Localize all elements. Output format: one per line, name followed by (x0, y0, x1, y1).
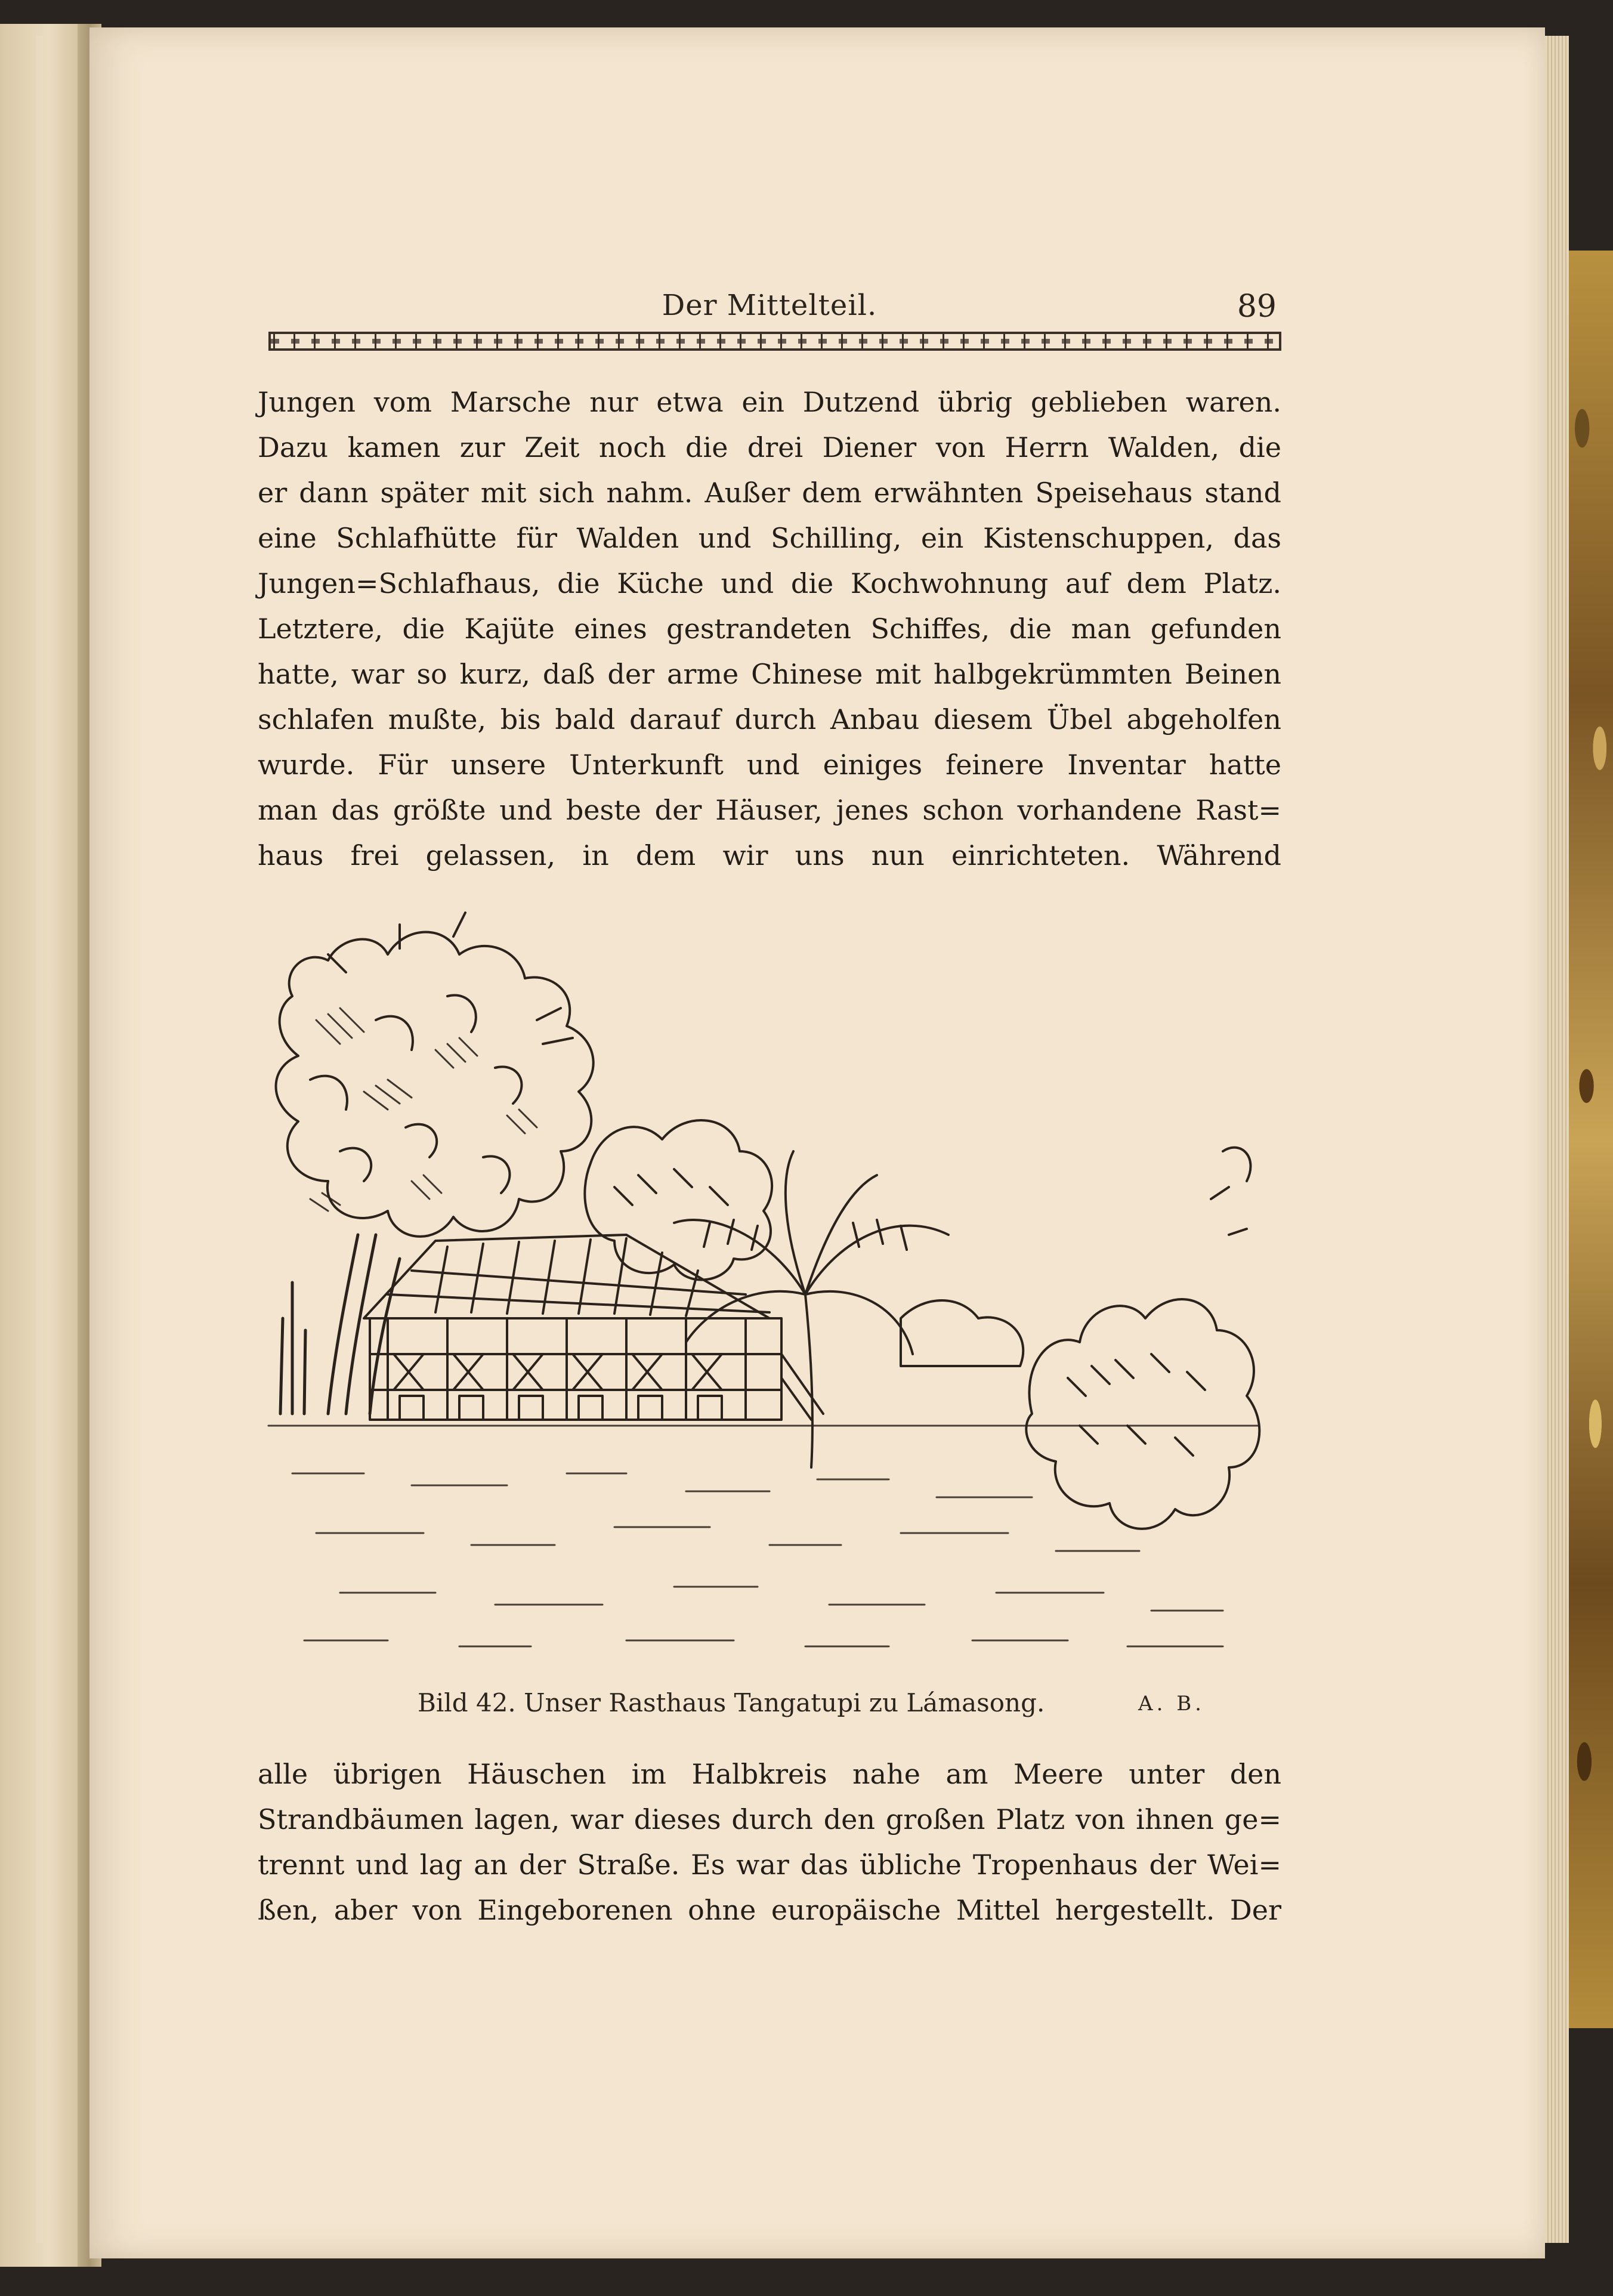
running-header (262, 289, 1277, 325)
text-line: er dann später mit sich nahm. Außer dem erwähnten Speisehaus stand (258, 477, 1281, 509)
left-tree-foliage (276, 913, 594, 1237)
body-text-bottom (258, 1751, 1281, 1933)
ground-lines (268, 1426, 1259, 1646)
house-roof (364, 1235, 770, 1318)
text-line: Strandbäumen lagen, war dieses durch den großen Platz von ihnen ge= (258, 1803, 1281, 1835)
artist-credit: A. B. (1138, 1692, 1205, 1716)
page-number: 89 (1237, 289, 1277, 325)
body-text-top (258, 379, 1281, 878)
text-line: alle übrigen Häuschen im Halbkreis nahe am Meere unter den (258, 1758, 1281, 1790)
facing-page-strip (36, 36, 43, 2243)
ornamental-rule (268, 332, 1281, 351)
marbled-book-edge (1569, 251, 1613, 2028)
text-line: Jungen=Schlafhaus, die Küche und die Kochwohnung auf dem Platz. (258, 567, 1281, 600)
text-line: Jungen vom Marsche nur etwa ein Dutzend übrig geblieben waren. (258, 386, 1281, 418)
text-line: eine Schlafhütte für Walden und Schilling, ein Kistenschuppen, das (258, 522, 1281, 554)
left-tree-hatching (310, 1008, 537, 1211)
caption-text: Bild 42. Unser Rasthaus Tangatupi zu Lámasong. (418, 1688, 1045, 1717)
text-line: schlafen mußte, bis bald darauf durch Anbau diesem Übel abgeholfen (258, 703, 1281, 736)
text-line: ßen, aber von Eingeborenen ohne europäische Mittel hergestellt. Der (258, 1894, 1281, 1926)
tree-trunks (280, 1235, 400, 1414)
middle-trees (585, 1120, 772, 1280)
text-line: haus frei gelassen, in dem wir uns nun einrichteten. Während (258, 839, 1281, 872)
running-title: Der Mittelteil. (662, 289, 877, 322)
figure-caption (418, 1688, 1205, 1724)
rest-house-illustration (257, 901, 1283, 1670)
facing-page-edge (0, 24, 89, 2267)
house-veranda (370, 1318, 823, 1420)
text-line: man das größte und beste der Häuser, jenes schon vorhandene Rast= (258, 794, 1281, 826)
text-line: hatte, war so kurz, daß der arme Chinese mit halbgekrümmten Beinen (258, 658, 1281, 690)
text-line: Letztere, die Kajüte eines gestrandeten Schiffes, die man gefunden (258, 613, 1281, 645)
right-bushes (901, 1148, 1259, 1529)
text-line: wurde. Für unsere Unterkunft und einiges feinere Inventar hatte (258, 749, 1281, 781)
text-line: Dazu kamen zur Zeit noch die drei Diener von Herrn Walden, die (258, 431, 1281, 463)
text-line: trennt und lag an der Straße. Es war das übliche Tropenhaus der Wei= (258, 1849, 1281, 1881)
